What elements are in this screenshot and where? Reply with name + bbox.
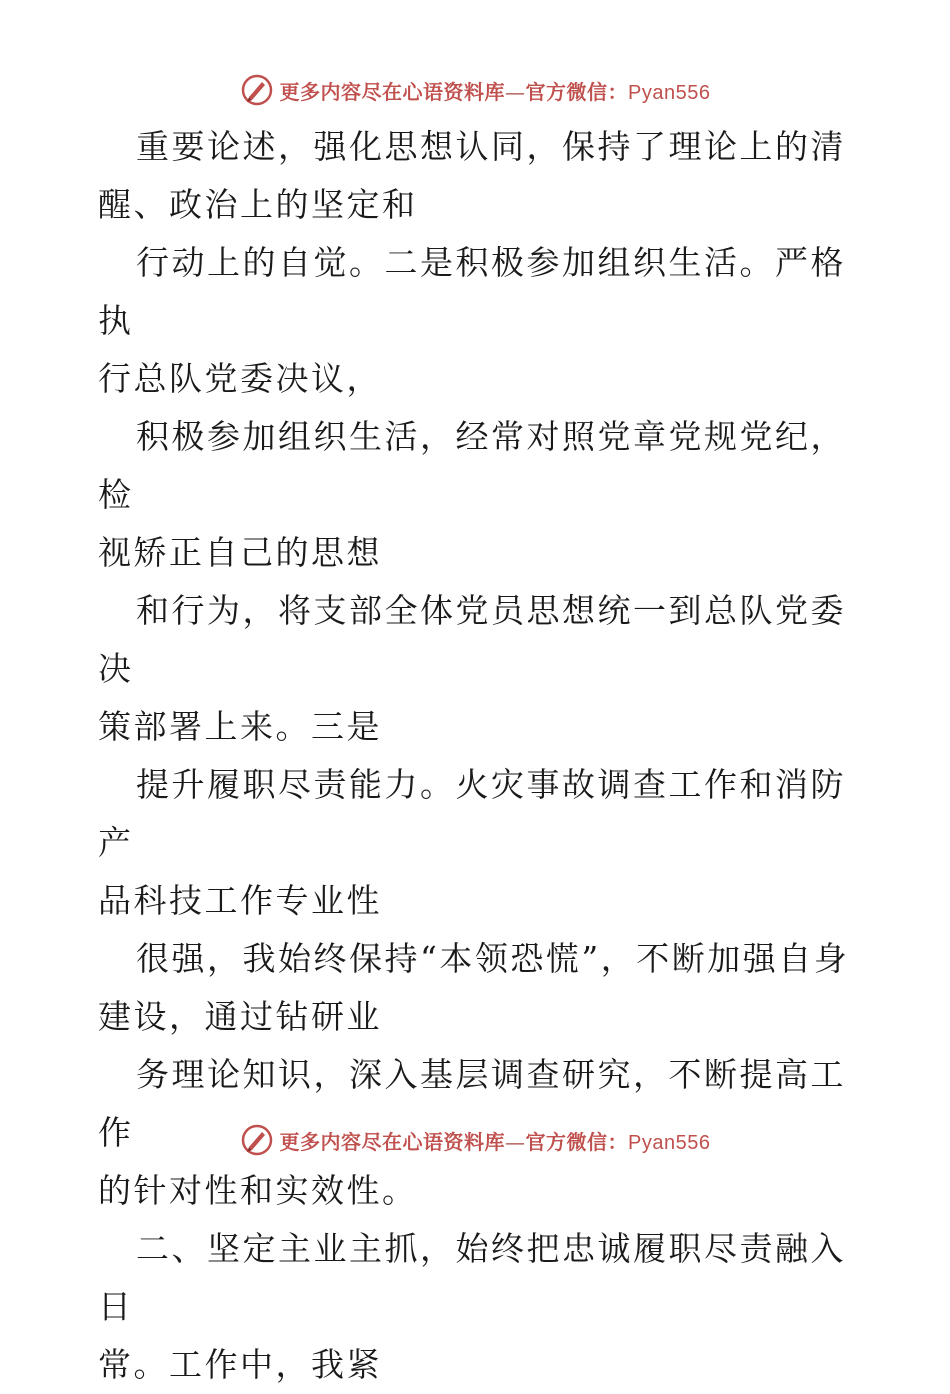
paragraph-line: 行动上的自觉。二是积极参加组织生活。严格执	[98, 243, 846, 340]
watermark-contact-id: Pyan556	[628, 81, 711, 104]
paragraph-line: 行总队党委决议，	[98, 359, 382, 398]
paragraph-line: 积极参加组织生活，经常对照党章党规党纪，检	[98, 417, 846, 514]
paragraph-8	[98, 1220, 858, 1394]
watermark-separator: —	[505, 79, 526, 104]
paragraph-line: 醒、政治上的坚定和	[98, 185, 418, 224]
watermark-contact-id: Pyan556	[628, 1131, 711, 1154]
footer-watermark	[0, 1120, 950, 1160]
pen-logo-icon	[240, 73, 274, 107]
paragraph-line: 建设，通过钻研业	[98, 997, 382, 1036]
pen-logo-icon	[240, 1123, 274, 1157]
paragraph-2	[98, 234, 858, 408]
paragraph-3	[98, 408, 858, 582]
paragraph-line: 策部署上来。三是	[98, 707, 382, 746]
paragraph-line: 二、坚定主业主抓，始终把忠诚履职尽责融入日	[98, 1229, 846, 1326]
paragraph-line: 务理论知识，深入基层调查研究，不断提高工作	[98, 1055, 846, 1152]
watermark-brand: 更多内容尽在心语资料库	[279, 79, 506, 104]
watermark-text	[280, 1126, 711, 1155]
paragraph-line: 重要论述，强化思想认同，保持了理论上的清	[136, 127, 846, 166]
paragraph-5	[98, 756, 858, 930]
paragraph-line: 提升履职尽责能力。火灾事故调查工作和消防产	[98, 765, 846, 862]
watermark-brand: 更多内容尽在心语资料库	[279, 1129, 506, 1154]
paragraph-line: 常。工作中，我紧	[98, 1345, 382, 1384]
paragraph-line: 很强，我始终保持“本领恐慌”，不断加强自身	[136, 939, 850, 978]
watermark-contact-label: 官方微信：	[525, 79, 629, 104]
document-body	[98, 118, 858, 1394]
paragraph-line: 的针对性和实效性。	[98, 1171, 418, 1210]
paragraph-line: 品科技工作专业性	[98, 881, 382, 920]
header-watermark	[0, 70, 950, 110]
paragraph-1	[98, 118, 858, 234]
paragraph-line: 视矫正自己的思想	[98, 533, 382, 572]
watermark-separator: —	[505, 1129, 526, 1154]
paragraph-6	[98, 930, 858, 1046]
watermark-text	[280, 76, 711, 105]
watermark-contact-label: 官方微信：	[525, 1129, 629, 1154]
paragraph-line: 和行为，将支部全体党员思想统一到总队党委决	[98, 591, 846, 688]
paragraph-4	[98, 582, 858, 756]
